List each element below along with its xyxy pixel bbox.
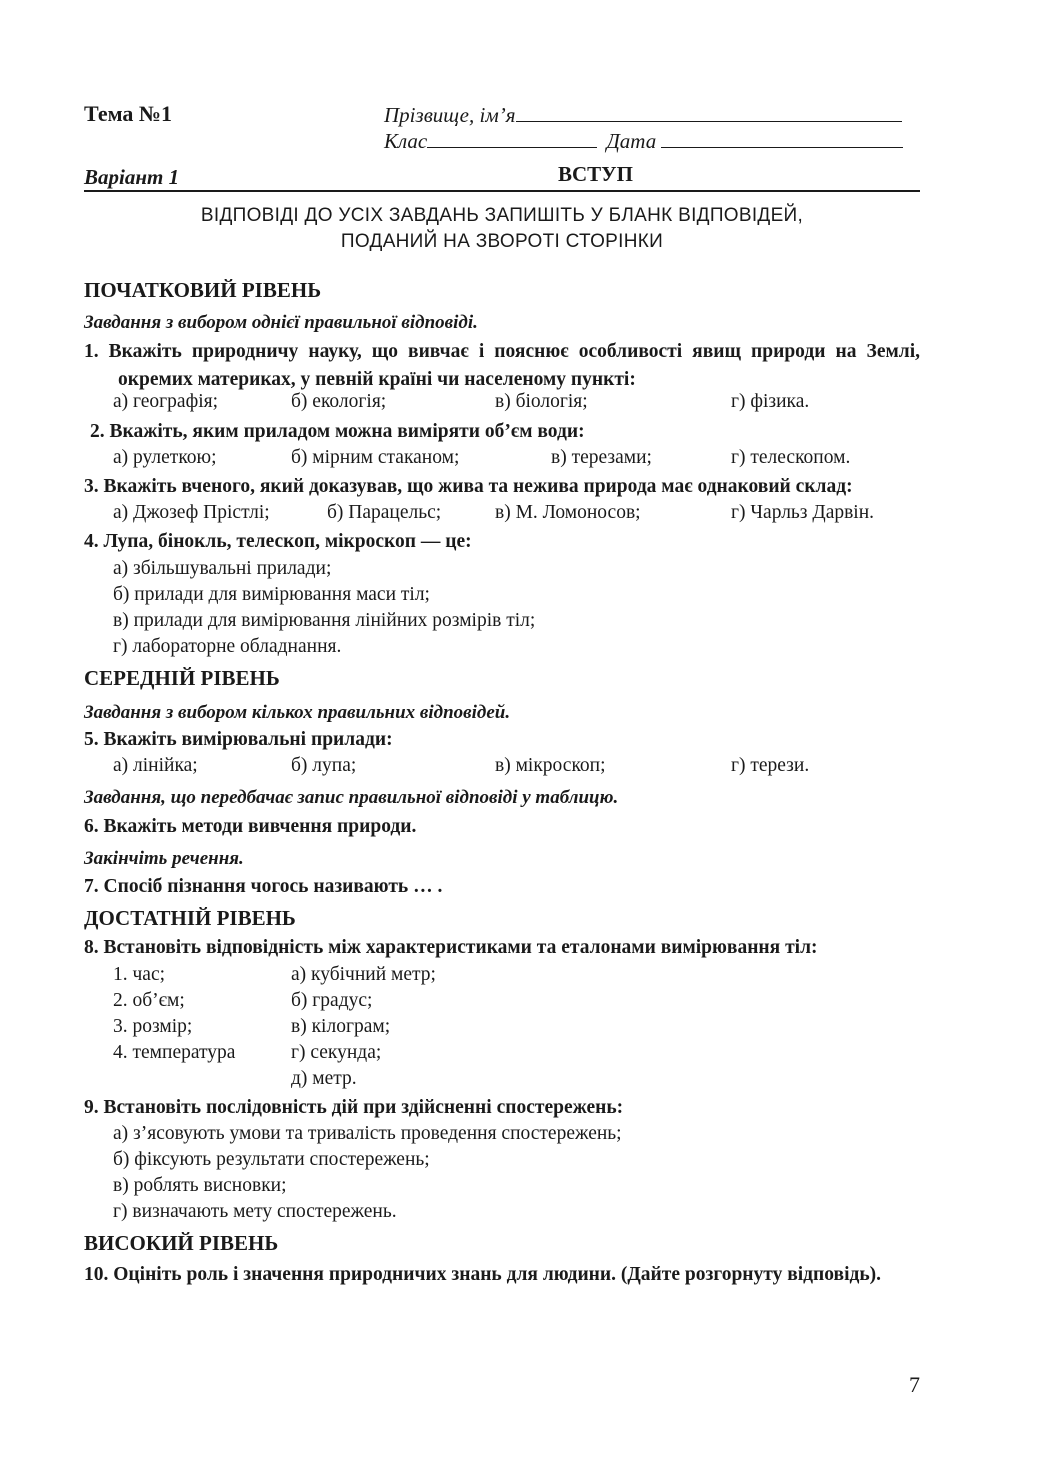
q5-option-d: г) терези. <box>731 755 810 776</box>
question-7: 7. Спосіб пізнання чогось називають … . <box>84 876 443 897</box>
q3-option-a: а) Джозеф Прістлі; <box>113 502 270 523</box>
class-label: Клас <box>384 129 428 153</box>
variant-label: Варіант 1 <box>84 165 180 189</box>
level-sufficient: ДОСТАТНІЙ РІВЕНЬ <box>84 906 296 930</box>
class-date-field[interactable] <box>384 129 903 154</box>
q8-right-c: в) кілограм; <box>291 1016 391 1037</box>
instruction-multi-choice: Завдання з вибором кількох правильних відповідей. <box>84 702 511 723</box>
instruction-table-entry: Завдання, що передбачає запис правильної відповіді у таблицю. <box>84 787 619 808</box>
q2-option-b: б) мірним стаканом; <box>291 447 460 468</box>
q8-left-1: 1. час; <box>113 964 166 985</box>
q2-option-d: г) телескопом. <box>731 447 851 468</box>
section-title: ВСТУП <box>558 162 633 186</box>
q3-option-d: г) Чарльз Дарвін. <box>731 502 875 523</box>
question-1: 1. Вкажіть природничу науку, що вивчає і пояснює особливості явищ природи на Землі, окремих материках, у певній країні чи населеному пункті: <box>84 341 920 390</box>
q4-option-b: б) прилади для вимірювання маси тіл; <box>113 584 430 605</box>
answer-note-line1: ВІДПОВІДІ ДО УСІХ ЗАВДАНЬ ЗАПИШІТЬ У БЛАНК ВІДПОВІДЕЙ, <box>200 205 804 226</box>
q8-right-d: г) секунда; <box>291 1042 382 1063</box>
q2-option-c: в) терезами; <box>551 447 652 468</box>
instruction-single-choice: Завдання з вибором однієї правильної відповіді. <box>84 312 478 333</box>
q8-left-4: 4. температура <box>113 1042 236 1063</box>
level-initial: ПОЧАТКОВИЙ РІВЕНЬ <box>84 278 322 302</box>
q1-option-c: в) біологія; <box>495 391 588 412</box>
q3-option-c: в) М. Ломоносов; <box>495 502 641 523</box>
header-divider <box>84 190 920 192</box>
q5-option-b: б) лупа; <box>291 755 357 776</box>
question-9: 9. Встановіть послідовність дій при здійсненні спостережень: <box>84 1097 624 1118</box>
question-3: 3. Вкажіть вченого, який доказував, що жива та нежива природа має однаковий склад: <box>84 476 853 497</box>
q8-right-b: б) градус; <box>291 990 373 1011</box>
q5-option-c: в) мікроскоп; <box>495 755 606 776</box>
q2-option-a: а) рулеткою; <box>113 447 217 468</box>
q4-option-a: а) збільшувальні прилади; <box>113 558 332 579</box>
q8-left-3: 3. розмір; <box>113 1016 193 1037</box>
level-medium: СЕРЕДНІЙ РІВЕНЬ <box>84 666 280 690</box>
q9-option-a: а) з’ясовують умови та тривалість проведення спостережень; <box>113 1123 622 1144</box>
q4-option-d: г) лабораторне обладнання. <box>113 636 342 657</box>
question-2: 2. Вкажіть, яким приладом можна виміряти об’єм води: <box>90 421 585 442</box>
q8-right-e: д) метр. <box>291 1068 357 1089</box>
answer-note-line2: ПОДАНИЙ НА ЗВОРОТІ СТОРІНКИ <box>340 231 664 252</box>
q9-option-c: в) роблять висновки; <box>113 1175 287 1196</box>
page-number: 7 <box>909 1372 920 1397</box>
theme-title: Тема №1 <box>84 101 173 126</box>
question-5: 5. Вкажіть вимірювальні прилади: <box>84 729 393 750</box>
question-4: 4. Лупа, бінокль, телескоп, мікроскоп — це: <box>84 531 472 552</box>
surname-blank[interactable] <box>516 103 902 122</box>
level-high: ВИСОКИЙ РІВЕНЬ <box>84 1231 279 1255</box>
q3-option-b: б) Парацельс; <box>327 502 442 523</box>
q1-option-d: г) фізика. <box>731 391 810 412</box>
q8-right-a: а) кубічний метр; <box>291 964 436 985</box>
date-blank[interactable] <box>661 129 903 148</box>
q1-option-b: б) екологія; <box>291 391 387 412</box>
date-label: Дата <box>606 129 657 153</box>
instruction-finish-sentence: Закінчіть речення. <box>84 848 244 869</box>
question-10: 10. Оцініть роль і значення природничих знань для людини. (Дайте розгорнуту відповідь). <box>84 1264 882 1285</box>
question-6: 6. Вкажіть методи вивчення природи. <box>84 816 417 837</box>
q5-option-a: а) лінійка; <box>113 755 198 776</box>
q4-option-c: в) прилади для вимірювання лінійних розмірів тіл; <box>113 610 536 631</box>
q9-option-d: г) визначають мету спостережень. <box>113 1201 397 1222</box>
surname-label: Прізвище, ім’я <box>384 103 516 127</box>
q9-option-b: б) фіксують результати спостережень; <box>113 1149 430 1170</box>
surname-field[interactable] <box>384 103 902 128</box>
q8-left-2: 2. об’єм; <box>113 990 185 1011</box>
question-8: 8. Встановіть відповідність між характеристиками та еталонами вимірювання тіл: <box>84 937 818 958</box>
q1-option-a: а) географія; <box>113 391 219 412</box>
class-blank[interactable] <box>427 129 597 148</box>
